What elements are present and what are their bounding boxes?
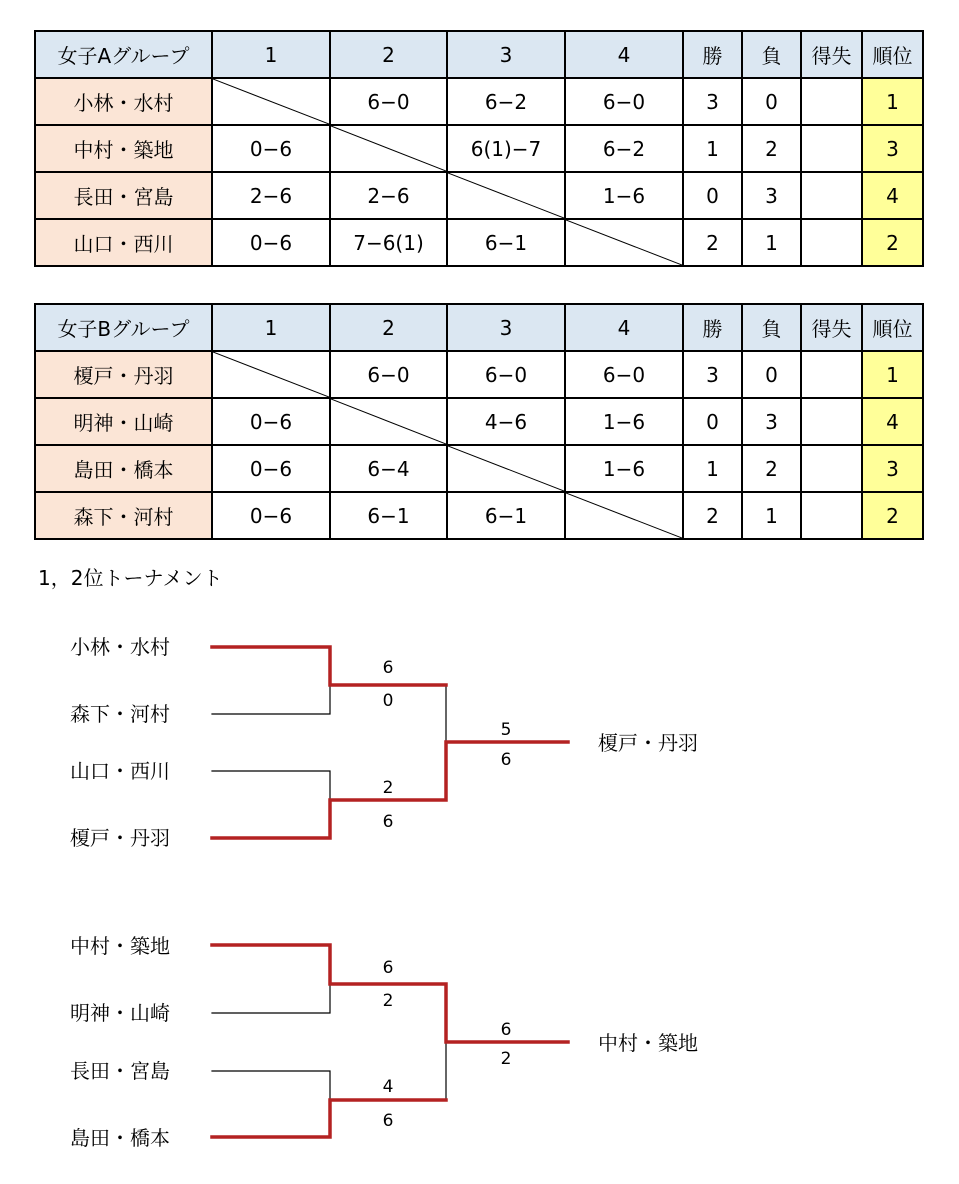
match-result: 6−0 <box>330 351 447 398</box>
bracket-score: 0 <box>382 691 394 711</box>
match-result: 6−1 <box>447 219 565 266</box>
team-name: 明神・山崎 <box>35 398 212 445</box>
wins-count: 2 <box>683 492 742 539</box>
match-result: 6−0 <box>565 351 683 398</box>
header-col-4: 4 <box>565 31 683 78</box>
bracket-score: 6 <box>382 958 394 978</box>
bracket-score: 4 <box>382 1077 394 1097</box>
match-result: 6−0 <box>565 78 683 125</box>
rank-value: 4 <box>862 172 923 219</box>
team-name: 島田・橋本 <box>35 445 212 492</box>
wins-count: 1 <box>683 445 742 492</box>
match-result: 6−2 <box>447 78 565 125</box>
match-result: 6−1 <box>447 492 565 539</box>
losses-count: 0 <box>742 78 801 125</box>
tournament-heading: 1，2位トーナメント <box>38 566 223 590</box>
rank-value: 2 <box>862 492 923 539</box>
header-rank: 順位 <box>862 304 923 351</box>
bracket-player: 小林・水村 <box>70 635 170 659</box>
bracket-score: 6 <box>382 812 394 832</box>
match-result: 1−6 <box>565 172 683 219</box>
team-name: 長田・宮島 <box>35 172 212 219</box>
header-col-2: 2 <box>330 304 447 351</box>
bracket-line-loser <box>212 984 330 1013</box>
header-col-3: 3 <box>447 31 565 78</box>
losses-count: 0 <box>742 351 801 398</box>
team-name: 中村・築地 <box>35 125 212 172</box>
bracket-final-score: 6 <box>500 750 512 770</box>
match-result: 1−6 <box>565 445 683 492</box>
match-result: 1−6 <box>565 398 683 445</box>
losses-count: 3 <box>742 398 801 445</box>
bracket-player: 森下・河村 <box>70 702 170 726</box>
match-result: 0−6 <box>212 219 330 266</box>
bracket-winner: 中村・築地 <box>598 1031 698 1055</box>
bracket-player: 明神・山崎 <box>70 1001 170 1025</box>
match-result: 0−6 <box>212 492 330 539</box>
bracket-line-winner <box>212 1100 446 1137</box>
losses-count: 3 <box>742 172 801 219</box>
header-losses: 負 <box>742 304 801 351</box>
header-rank: 順位 <box>862 31 923 78</box>
match-result: 2−6 <box>330 172 447 219</box>
header-col-1: 1 <box>212 304 330 351</box>
bracket-player: 山口・西川 <box>70 759 170 783</box>
match-result: 6−4 <box>330 445 447 492</box>
team-name: 小林・水村 <box>35 78 212 125</box>
header-diff: 得失 <box>801 304 862 351</box>
rank-value: 2 <box>862 219 923 266</box>
wins-count: 2 <box>683 219 742 266</box>
match-result: 2−6 <box>212 172 330 219</box>
rank-value: 3 <box>862 445 923 492</box>
losses-count: 2 <box>742 445 801 492</box>
match-result: 6−1 <box>330 492 447 539</box>
match-result: 0−6 <box>212 125 330 172</box>
rank-value: 1 <box>862 78 923 125</box>
match-result: 4−6 <box>447 398 565 445</box>
header-col-1: 1 <box>212 31 330 78</box>
group-a-title: 女子Aグループ <box>35 31 212 78</box>
group-b-title: 女子Bグループ <box>35 304 212 351</box>
header-wins: 勝 <box>683 31 742 78</box>
header-losses: 負 <box>742 31 801 78</box>
wins-count: 3 <box>683 351 742 398</box>
match-result: 0−6 <box>212 398 330 445</box>
wins-count: 0 <box>683 398 742 445</box>
header-col-3: 3 <box>447 304 565 351</box>
team-name: 山口・西川 <box>35 219 212 266</box>
team-name: 榎戸・丹羽 <box>35 351 212 398</box>
bracket-score: 6 <box>382 658 394 678</box>
bracket-final-score: 6 <box>500 1020 512 1040</box>
team-name: 森下・河村 <box>35 492 212 539</box>
wins-count: 3 <box>683 78 742 125</box>
rank-value: 1 <box>862 351 923 398</box>
bracket-player: 榎戸・丹羽 <box>70 826 170 850</box>
bracket-score: 2 <box>382 778 394 798</box>
match-result: 0−6 <box>212 445 330 492</box>
losses-count: 1 <box>742 219 801 266</box>
bracket-player: 中村・築地 <box>70 934 170 958</box>
rank-value: 4 <box>862 398 923 445</box>
bracket-final-score: 2 <box>500 1049 512 1069</box>
header-diff: 得失 <box>801 31 862 78</box>
losses-count: 2 <box>742 125 801 172</box>
bracket-winner: 榎戸・丹羽 <box>598 731 698 755</box>
bracket-score: 6 <box>382 1111 394 1131</box>
rank-value: 3 <box>862 125 923 172</box>
match-result: 7−6(1) <box>330 219 447 266</box>
bracket-player: 長田・宮島 <box>70 1059 170 1083</box>
header-col-2: 2 <box>330 31 447 78</box>
losses-count: 1 <box>742 492 801 539</box>
match-result: 6(1)−7 <box>447 125 565 172</box>
bracket-player: 島田・橋本 <box>70 1126 170 1150</box>
bracket-score: 2 <box>382 991 394 1011</box>
header-wins: 勝 <box>683 304 742 351</box>
match-result: 6−2 <box>565 125 683 172</box>
match-result: 6−0 <box>330 78 447 125</box>
match-result: 6−0 <box>447 351 565 398</box>
bracket-line-loser <box>212 1071 330 1100</box>
wins-count: 1 <box>683 125 742 172</box>
header-col-4: 4 <box>565 304 683 351</box>
bracket-final-score: 5 <box>500 720 512 740</box>
wins-count: 0 <box>683 172 742 219</box>
